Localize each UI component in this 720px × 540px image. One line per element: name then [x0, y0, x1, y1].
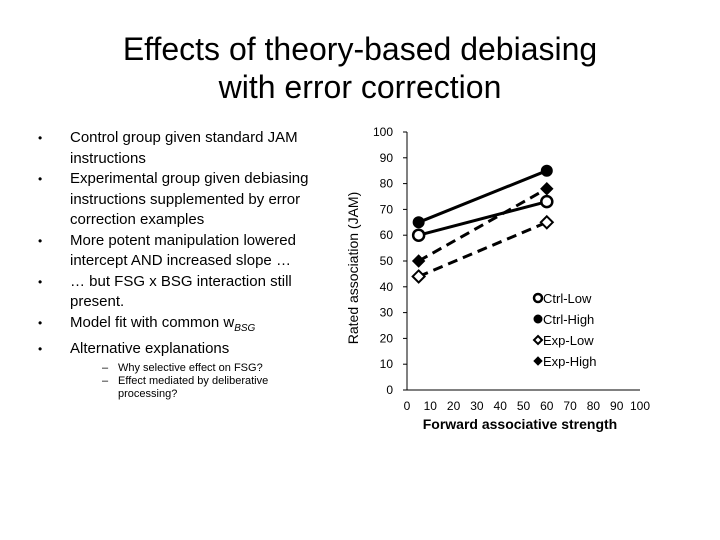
legend-label-exp-high: Exp-High: [543, 354, 597, 369]
x-tick-label: 10: [423, 399, 437, 413]
legend-marker-ctrl-high: [534, 315, 542, 323]
y-tick-label: 0: [386, 383, 393, 397]
bullet-model-fit-text: Model fit with common w: [70, 313, 235, 331]
x-tick-label: 0: [403, 399, 411, 413]
x-tick-label: 30: [470, 399, 484, 413]
data-point-exp-low: [541, 216, 553, 228]
data-point-exp-high: [413, 255, 425, 267]
bullet-model-fit-subscript: BSG: [234, 322, 256, 334]
chart-legend: [534, 291, 596, 369]
legend-label-ctrl-low: Ctrl-Low: [543, 291, 592, 306]
y-tick-label: 40: [379, 279, 393, 294]
bullet-model-fit: [38, 313, 328, 340]
bullet-interaction: • … but FSG x BSG interaction still present.: [38, 272, 328, 313]
legend-marker-exp-high: [534, 357, 542, 365]
title-line-1: Effects of theory-based debiasing: [122, 31, 598, 67]
data-point-ctrl-low: [541, 196, 552, 207]
subbullet-selective-effect: – Why selective effect on FSG?: [102, 362, 328, 375]
title-line-2: with error correction: [218, 69, 502, 105]
y-tick-label: 10: [379, 357, 393, 372]
bullet-experimental-group: • Experimental group given debiasing instructions supplemented by error correction examples: [38, 169, 328, 231]
data-point-exp-high: [541, 183, 553, 195]
data-point-ctrl-high: [413, 217, 424, 228]
y-tick-label: 30: [379, 305, 393, 320]
line-chart: [340, 118, 670, 438]
x-tick-label: 50: [516, 399, 531, 413]
x-axis-label: Forward associative strength: [422, 416, 618, 432]
bullet-alternative-explanations: • Alternative explanations: [38, 339, 328, 360]
y-tick-label: 80: [379, 176, 393, 191]
series-line-ctrl-high: [419, 171, 547, 223]
data-point-ctrl-high: [541, 165, 552, 176]
y-tick-label: 100: [372, 125, 393, 139]
y-tick-label: 50: [379, 254, 393, 268]
subbullet-list: [38, 362, 328, 401]
bullet-potent-manipulation: • More potent manipulation lowered intercept AND increased slope …: [38, 231, 328, 272]
subbullet-deliberative: – Effect mediated by deliberative processing?: [102, 375, 328, 401]
x-tick-label: 70: [563, 399, 577, 413]
data-point-exp-low: [413, 270, 425, 282]
x-tick-label: 20: [446, 399, 461, 413]
data-point-ctrl-low: [413, 230, 424, 241]
x-tick-label: 40: [493, 399, 507, 413]
legend-marker-ctrl-low: [534, 294, 542, 302]
x-tick-label: 60: [540, 399, 554, 413]
bullet-control-group: • Control group given standard JAM instructions: [38, 128, 328, 169]
bullet-list: [38, 128, 328, 401]
legend-marker-exp-low: [534, 336, 542, 344]
legend-label-exp-low: Exp-Low: [543, 333, 594, 348]
legend-label-ctrl-high: Ctrl-High: [543, 312, 595, 327]
slide-title: [0, 30, 720, 106]
x-tick-label: 80: [586, 399, 601, 413]
y-axis-label: Rated association (JAM): [345, 191, 361, 345]
x-tick-label: 90: [610, 399, 624, 413]
x-tick-label: 100: [629, 399, 651, 413]
y-tick-label: 90: [379, 150, 393, 165]
chart-series: [413, 165, 553, 282]
y-tick-label: 20: [379, 331, 393, 346]
y-tick-label: 60: [379, 228, 393, 243]
chart-axes: [373, 125, 650, 413]
y-tick-label: 70: [379, 202, 393, 217]
